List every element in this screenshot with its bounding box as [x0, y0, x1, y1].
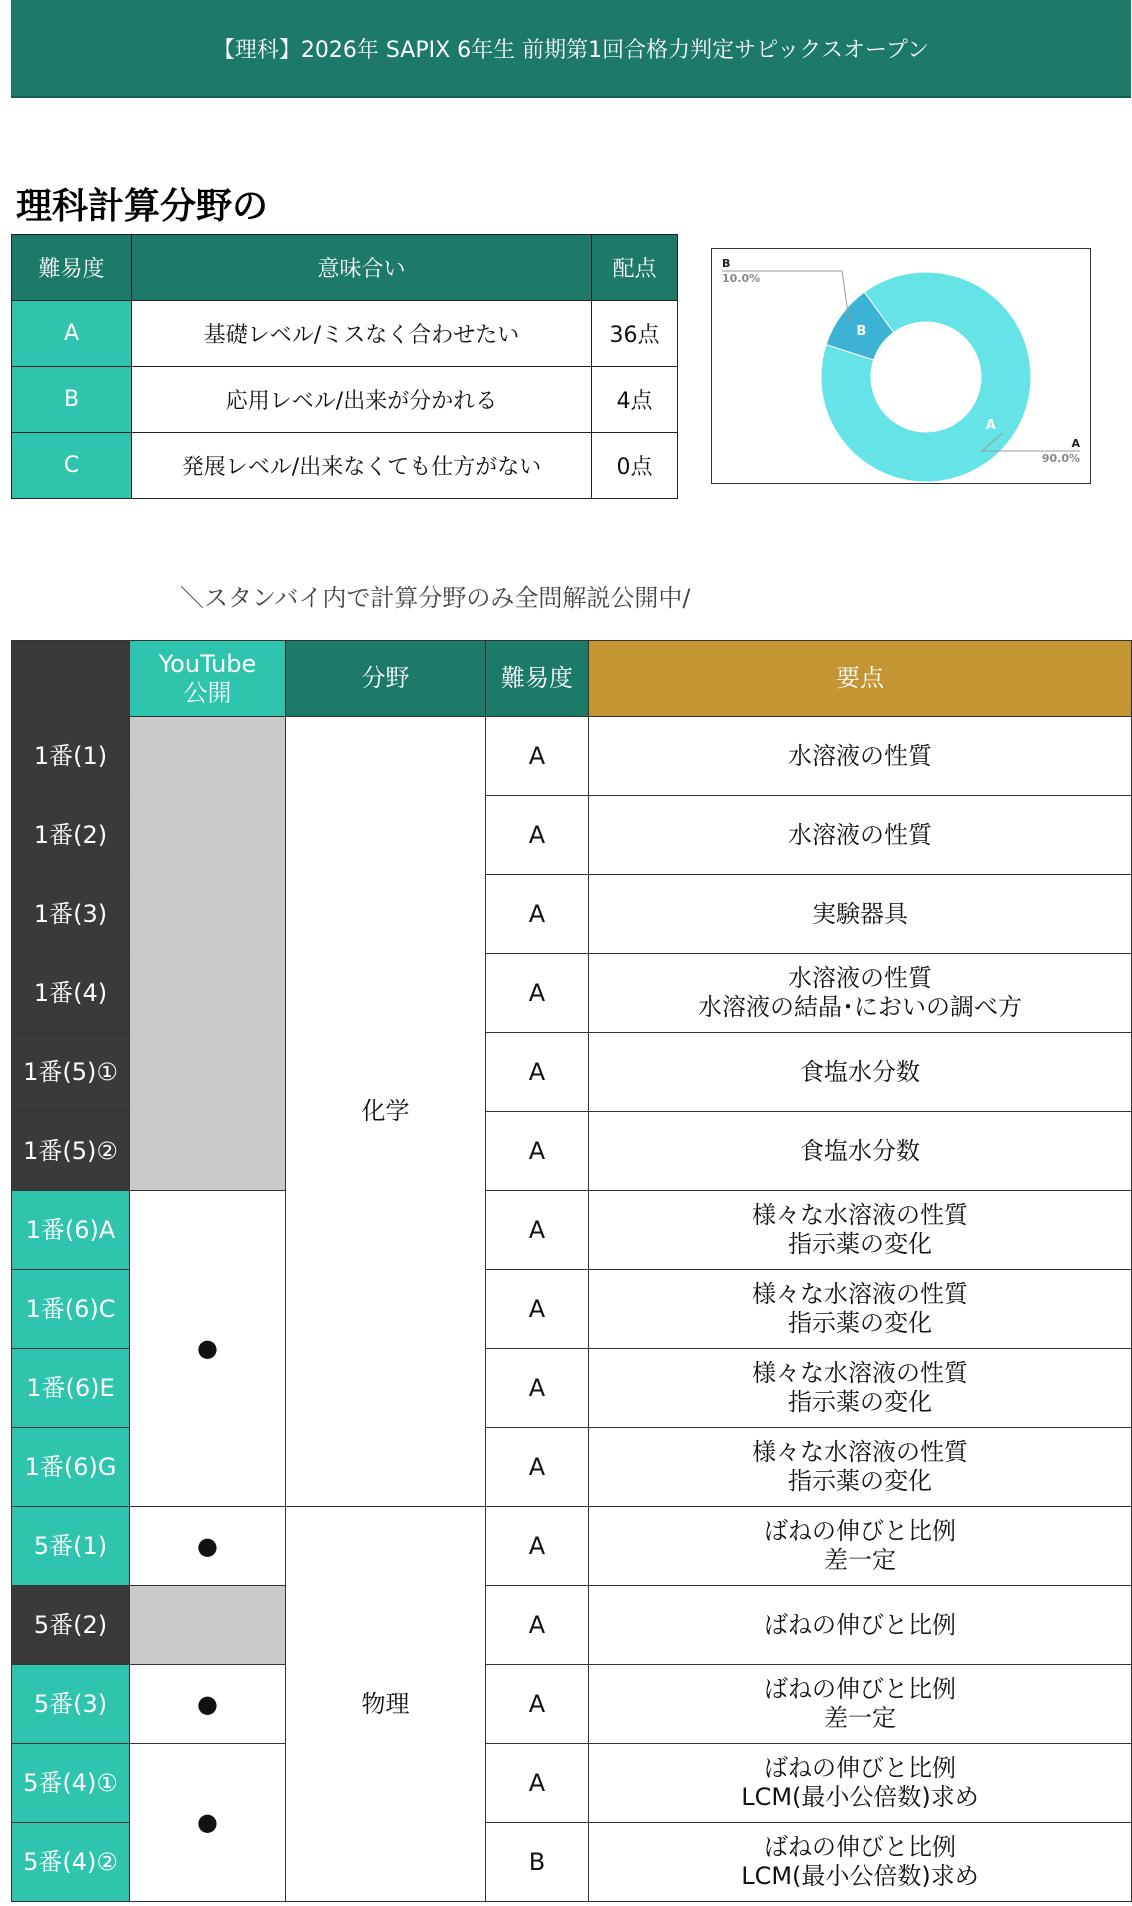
- table-row: [12, 717, 1132, 796]
- difficulty-level: A: [12, 301, 132, 367]
- youtube-published-dot: ●: [130, 1665, 286, 1744]
- point-line: 様々な水溶液の性質: [752, 1359, 968, 1388]
- point-line: 指示薬の変化: [788, 1230, 932, 1258]
- donut-slice-label-b: B: [856, 323, 867, 339]
- question-difficulty: A: [486, 1744, 589, 1823]
- table-row: [12, 1744, 1132, 1823]
- difficulty-row: [12, 433, 678, 499]
- difficulty-points: 4点: [592, 367, 678, 433]
- question-difficulty: A: [486, 1349, 589, 1428]
- question-number: 1番(1): [12, 717, 130, 796]
- difficulty-meaning: 発展レベル/出来なくても仕方がない: [132, 433, 592, 499]
- question-number: 1番(4): [12, 954, 130, 1033]
- table-row: [12, 1191, 1132, 1270]
- question-point: [589, 796, 1132, 875]
- question-number: 1番(5)②: [12, 1112, 130, 1191]
- question-point: [589, 954, 1132, 1033]
- question-point: [589, 717, 1132, 796]
- question-difficulty: A: [486, 1507, 589, 1586]
- difficulty-points: 0点: [592, 433, 678, 499]
- donut-callout-label-b: B: [722, 257, 731, 270]
- header-meaning: 意味合い: [132, 235, 592, 301]
- question-point: [589, 1033, 1132, 1112]
- question-point: [589, 1428, 1132, 1507]
- question-point: [589, 1270, 1132, 1349]
- question-point: [589, 1586, 1132, 1665]
- point-line: 水溶液の性質: [788, 964, 932, 993]
- point-line: 指示薬の変化: [788, 1309, 932, 1337]
- question-number: 5番(4)②: [12, 1823, 130, 1902]
- question-number: 1番(6)G: [12, 1428, 130, 1507]
- point-line: 差一定: [824, 1546, 896, 1574]
- question-difficulty: A: [486, 1270, 589, 1349]
- point-line: LCM(最小公倍数)求め: [741, 1862, 979, 1890]
- question-difficulty: A: [486, 1428, 589, 1507]
- difficulty-row: [12, 301, 678, 367]
- question-number: 1番(5)①: [12, 1033, 130, 1112]
- difficulty-table: [11, 234, 678, 499]
- point-line: 指示薬の変化: [788, 1467, 932, 1495]
- point-line: 様々な水溶液の性質: [752, 1201, 968, 1230]
- point-line: ばねの伸びと比例: [764, 1675, 956, 1704]
- notice-text: ＼スタンバイ内で計算分野のみ全問解説公開中/: [180, 584, 691, 612]
- youtube-cell-unpublished: [130, 1586, 286, 1665]
- youtube-published-dot: ●: [130, 1744, 286, 1902]
- difficulty-level: C: [12, 433, 132, 499]
- question-difficulty: A: [486, 875, 589, 954]
- point-line: ばねの伸びと比例: [764, 1517, 956, 1546]
- question-number: 5番(2): [12, 1586, 130, 1665]
- youtube-published-dot: ●: [130, 1191, 286, 1507]
- donut-callout-percent-a: 90.0%: [1041, 452, 1080, 465]
- question-table: [11, 640, 1132, 1902]
- question-difficulty: A: [486, 796, 589, 875]
- difficulty-level: B: [12, 367, 132, 433]
- question-point: [589, 1823, 1132, 1902]
- point-line: 様々な水溶液の性質: [752, 1280, 968, 1309]
- question-difficulty: A: [486, 1586, 589, 1665]
- question-point: [589, 1665, 1132, 1744]
- field-physics: 物理: [286, 1507, 486, 1902]
- page-header: [11, 0, 1131, 98]
- donut-slice-label-a: A: [985, 418, 996, 434]
- header-question-blank: [12, 641, 130, 717]
- question-point: [589, 1191, 1132, 1270]
- question-difficulty: A: [486, 1665, 589, 1744]
- question-point: [589, 1744, 1132, 1823]
- donut-callout-label-a: A: [1071, 437, 1080, 450]
- question-point: [589, 1349, 1132, 1428]
- header-field: 分野: [286, 641, 486, 717]
- point-line: ばねの伸びと比例: [764, 1610, 956, 1639]
- question-number: 5番(3): [12, 1665, 130, 1744]
- point-line: 水溶液の性質: [788, 820, 932, 849]
- question-number: 1番(6)A: [12, 1191, 130, 1270]
- table-row: [12, 1507, 1132, 1586]
- point-line: 食塩水分数: [800, 1057, 920, 1086]
- question-number: 5番(1): [12, 1507, 130, 1586]
- section-title: 理科計算分野の: [16, 186, 269, 227]
- question-difficulty: B: [486, 1823, 589, 1902]
- point-line: 実験器具: [812, 899, 908, 928]
- question-header-row: [12, 641, 1132, 717]
- point-line: ばねの伸びと比例: [764, 1833, 956, 1862]
- difficulty-meaning: 基礎レベル/ミスなく合わせたい: [132, 301, 592, 367]
- question-number: 5番(4)①: [12, 1744, 130, 1823]
- point-line: ばねの伸びと比例: [764, 1754, 956, 1783]
- question-difficulty: A: [486, 1033, 589, 1112]
- point-line: 指示薬の変化: [788, 1388, 932, 1416]
- field-chemistry: 化学: [286, 717, 486, 1507]
- difficulty-donut-chart: [711, 248, 1091, 484]
- header-difficulty: 難易度: [486, 641, 589, 717]
- point-line: 水溶液の結晶･においの調べ方: [698, 993, 1022, 1021]
- question-difficulty: A: [486, 1112, 589, 1191]
- donut-svg: [712, 249, 1090, 483]
- question-point: [589, 875, 1132, 954]
- question-point: [589, 1507, 1132, 1586]
- point-line: 様々な水溶液の性質: [752, 1438, 968, 1467]
- question-number: 1番(6)E: [12, 1349, 130, 1428]
- page-title: 【理科】2026年 SAPIX 6年生 前期第1回合格力判定サピックスオープン: [212, 37, 930, 63]
- difficulty-meaning: 応用レベル/出来が分かれる: [132, 367, 592, 433]
- question-difficulty: A: [486, 717, 589, 796]
- question-point: [589, 1112, 1132, 1191]
- question-difficulty: A: [486, 1191, 589, 1270]
- header-youtube: [130, 641, 286, 717]
- difficulty-points: 36点: [592, 301, 678, 367]
- difficulty-row: [12, 367, 678, 433]
- youtube-cell-unpublished: [130, 717, 286, 1191]
- header-youtube-line1: YouTube: [158, 649, 257, 678]
- header-youtube-line2: 公開: [183, 678, 232, 707]
- header-points: 配点: [592, 235, 678, 301]
- donut-callout-percent-b: 10.0%: [722, 272, 761, 285]
- point-line: 食塩水分数: [800, 1136, 920, 1165]
- difficulty-header-row: [12, 235, 678, 301]
- point-line: 水溶液の性質: [788, 741, 932, 770]
- question-number: 1番(6)C: [12, 1270, 130, 1349]
- table-row: [12, 1586, 1132, 1665]
- point-line: 差一定: [824, 1704, 896, 1732]
- question-difficulty: A: [486, 954, 589, 1033]
- point-line: LCM(最小公倍数)求め: [741, 1783, 979, 1811]
- table-row: [12, 1665, 1132, 1744]
- header-difficulty: 難易度: [12, 235, 132, 301]
- header-point: 要点: [589, 641, 1132, 717]
- question-number: 1番(3): [12, 875, 130, 954]
- question-number: 1番(2): [12, 796, 130, 875]
- youtube-published-dot: ●: [130, 1507, 286, 1586]
